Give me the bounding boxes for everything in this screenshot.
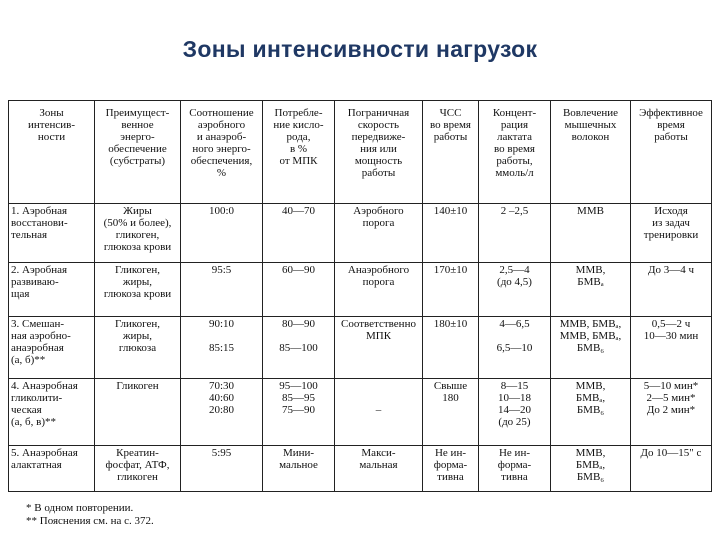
header-text: работы (361, 167, 396, 179)
footnotes (26, 502, 154, 528)
header-text: скорость (357, 119, 400, 131)
cell-text: 0,5—2 ч (651, 318, 691, 330)
header-text: мышечных (564, 119, 617, 131)
header-text: в % (289, 143, 308, 155)
column-header (335, 101, 423, 204)
cell-text: форма- (433, 459, 468, 471)
cell-text: глюкоза крови (103, 288, 172, 300)
cell-text: БМВₐ (577, 276, 604, 288)
table-cell (423, 379, 479, 446)
table-cell (335, 317, 423, 379)
table-cell (479, 317, 551, 379)
cell-text: 20:80 (208, 404, 235, 416)
header-text: аэробного (197, 119, 246, 131)
cell-text: 85—95 (282, 392, 315, 404)
header-text: передвиже- (351, 131, 406, 143)
table-row (9, 317, 712, 379)
table-cell (551, 263, 631, 317)
table-cell (181, 446, 263, 492)
cell-text: (до 4,5) (497, 276, 532, 288)
cell-text: форма- (497, 459, 532, 471)
table-cell (551, 204, 631, 263)
cell-text: Гликоген, (114, 318, 161, 330)
cell-text: Гликоген (116, 380, 159, 392)
cell-text: До 10—15" с (640, 447, 702, 459)
footnote: ** Пояснения см. на с. 372. (26, 515, 154, 527)
header-text: рация (500, 119, 529, 131)
header-text: ности (37, 131, 66, 143)
cell-text: Макси- (361, 447, 396, 459)
cell-text (481, 330, 548, 342)
table-cell (551, 446, 631, 492)
cell-text: Соответственно (341, 318, 416, 330)
cell-text: 85:15 (208, 342, 235, 354)
header-text: интенсив- (28, 119, 75, 131)
table-cell (479, 204, 551, 263)
cell-text: Гликоген, (114, 264, 161, 276)
table-row (9, 263, 712, 317)
table-cell (263, 446, 335, 492)
cell-text: ММВ, (575, 264, 606, 276)
cell-text: 180±10 (433, 318, 468, 330)
header-text: Потребле- (274, 107, 323, 119)
cell-text: (а, б, в)** (11, 416, 56, 428)
cell-text: 10—30 мин (643, 330, 699, 342)
cell-text: развиваю- (11, 276, 59, 288)
cell-text: ММВ, БМВₐ, (559, 318, 622, 330)
header-text: ного энерго- (192, 143, 251, 155)
header-text: от МПК (279, 155, 318, 167)
cell-text: глюкоза крови (103, 241, 172, 253)
cell-text: 170±10 (433, 264, 468, 276)
header-text: работы (433, 131, 468, 143)
cell-text (337, 392, 420, 404)
cell-text: 5—10 мин* (643, 380, 699, 392)
table-cell (631, 263, 712, 317)
header-text: обеспечение (108, 143, 167, 155)
header-text: Преимущест- (105, 107, 170, 119)
cell-text (183, 330, 260, 342)
header-text: ммоль/л (495, 167, 534, 179)
table-cell (95, 379, 181, 446)
cell-text: Свыше (433, 380, 468, 392)
page-title: Зоны интенсивности нагрузок (182, 36, 538, 62)
cell-text: БМВₐ, (575, 459, 606, 471)
cell-text: 180 (442, 392, 459, 404)
cell-text: порога (362, 276, 395, 288)
cell-text: гликоген (117, 471, 158, 483)
cell-text: щая (11, 288, 30, 300)
cell-text: 10—18 (498, 392, 531, 404)
cell-text: гликоген, (115, 229, 160, 241)
table-cell (95, 317, 181, 379)
table-cell (335, 263, 423, 317)
table-cell (181, 317, 263, 379)
table-cell (9, 446, 95, 492)
cell-text: ММВ, БМВₐ, (559, 330, 622, 342)
table-cell (181, 263, 263, 317)
cell-text: 70:30 (208, 380, 235, 392)
cell-text: глюкоза (118, 342, 157, 354)
header-text: венное (121, 119, 154, 131)
column-header (95, 101, 181, 204)
cell-text: 75—90 (282, 404, 315, 416)
header-text: Пограничная (347, 107, 410, 119)
table-cell (551, 379, 631, 446)
table-cell (423, 317, 479, 379)
cell-text: ММВ, (575, 380, 606, 392)
cell-text: 90:10 (208, 318, 235, 330)
cell-text: До 2 мин* (646, 404, 696, 416)
header-text: работы (654, 131, 688, 143)
cell-text: 60—90 (282, 264, 315, 276)
table-cell (181, 204, 263, 263)
header-text: энерго- (120, 131, 155, 143)
table-cell (335, 204, 423, 263)
table-row (9, 446, 712, 492)
header-text: мощность (354, 155, 403, 167)
cell-text: 40—70 (282, 205, 315, 217)
cell-text: тивна (437, 471, 464, 483)
cell-text: 40:60 (208, 392, 235, 404)
footnote: * В одном повторении. (26, 502, 134, 514)
table-cell (631, 446, 712, 492)
table-cell (181, 379, 263, 446)
table-row (9, 204, 712, 263)
header-text: ние кисло- (273, 119, 324, 131)
cell-text: Не ин- (498, 447, 530, 459)
table-cell (9, 263, 95, 317)
cell-text: 5. Анаэробная (11, 447, 78, 459)
cell-text: мальная (359, 459, 398, 471)
cell-text: БМВₐ, (575, 392, 606, 404)
table-cell (263, 379, 335, 446)
cell-text: тивна (501, 471, 528, 483)
table-cell (263, 204, 335, 263)
cell-text: БМВ₆ (576, 404, 605, 416)
cell-text: Жиры (123, 205, 152, 217)
cell-text: ная аэробно- (11, 330, 71, 342)
cell-text: тренировки (643, 229, 699, 241)
cell-text: 3. Смешан- (11, 318, 65, 330)
table-cell (9, 317, 95, 379)
cell-text: 2,5—4 (499, 264, 530, 276)
header-text: ЧСС (439, 107, 462, 119)
column-header (9, 101, 95, 204)
table-cell (263, 263, 335, 317)
column-header (479, 101, 551, 204)
cell-text: 5:95 (211, 447, 232, 459)
cell-text: До 3—4 ч (647, 264, 695, 276)
cell-text: 2—5 мин* (646, 392, 696, 404)
cell-text: (а, б)** (11, 354, 46, 366)
cell-text: жиры, (122, 276, 153, 288)
cell-text (337, 380, 420, 392)
table-cell (551, 317, 631, 379)
header-text: во время (430, 119, 471, 131)
table-cell (95, 446, 181, 492)
table-cell (95, 263, 181, 317)
cell-text: порога (362, 217, 395, 229)
table-cell (423, 204, 479, 263)
table-row (9, 379, 712, 446)
cell-text: 2. Аэробная (11, 264, 68, 276)
cell-text: 4—6,5 (499, 318, 530, 330)
column-header (423, 101, 479, 204)
intensity-zones-table (8, 100, 712, 492)
header-text: время (657, 119, 685, 131)
table-cell (335, 379, 423, 446)
header-text: Вовлечение (562, 107, 619, 119)
header-text: лактата (497, 131, 532, 143)
column-header (263, 101, 335, 204)
cell-text: 85—100 (279, 342, 318, 354)
table-cell (479, 379, 551, 446)
header-text: Концент- (492, 107, 537, 119)
cell-text: 95:5 (211, 264, 232, 276)
table-cell (423, 446, 479, 492)
cell-text: (до 25) (498, 416, 531, 428)
cell-text: ческая (11, 404, 42, 416)
cell-text: 95—100 (279, 380, 318, 392)
cell-text: Анаэробного (347, 264, 410, 276)
cell-text: Мини- (282, 447, 315, 459)
header-text: ния или (360, 143, 397, 155)
cell-text: БМВ₆ (576, 342, 605, 354)
cell-text: ММВ, (575, 447, 606, 459)
table-cell (9, 204, 95, 263)
cell-text: гликолити- (11, 392, 63, 404)
table-cell (263, 317, 335, 379)
cell-text: БМВ₆ (576, 471, 605, 483)
table-cell (631, 204, 712, 263)
table-cell (423, 263, 479, 317)
header-text: (субстраты) (109, 155, 166, 167)
header-text: Соотношение (189, 107, 254, 119)
header-text: Эффективное (639, 107, 703, 119)
cell-text: Исходя (654, 205, 688, 217)
cell-text: 100:0 (208, 205, 235, 217)
header-text: работы, (496, 155, 533, 167)
table-header-row (9, 101, 712, 204)
cell-text: – (375, 404, 382, 416)
column-header (631, 101, 712, 204)
header-text: и анаэроб- (196, 131, 247, 143)
cell-text: (50% и более), (103, 217, 172, 229)
column-header (551, 101, 631, 204)
cell-text: анаэробная (11, 342, 64, 354)
cell-text: 80—90 (282, 318, 315, 330)
cell-text: алактатная (11, 459, 62, 471)
cell-text: 1. Аэробная (11, 205, 68, 217)
cell-text: жиры, (122, 330, 153, 342)
header-text: Зоны (39, 107, 64, 119)
cell-text: 4. Анаэробная (11, 380, 78, 392)
cell-text: 6,5—10 (496, 342, 533, 354)
cell-text: 14—20 (498, 404, 531, 416)
cell-text: Креатин- (116, 447, 159, 459)
cell-text (265, 330, 332, 342)
column-header (181, 101, 263, 204)
header-text: во время (494, 143, 535, 155)
table-cell (631, 317, 712, 379)
cell-text: 2 –2,5 (500, 205, 529, 217)
table-cell (95, 204, 181, 263)
cell-text: Не ин- (434, 447, 466, 459)
cell-text: ММВ (577, 205, 604, 217)
header-text: обеспечения, (190, 155, 253, 167)
table-cell (479, 446, 551, 492)
cell-text: мальное (279, 459, 318, 471)
cell-text: восстанови- (11, 217, 68, 229)
cell-text: фосфат, АТФ, (105, 459, 170, 471)
header-text: % (216, 167, 227, 179)
header-text: рода, (286, 131, 311, 143)
table-cell (631, 379, 712, 446)
cell-text: 8—15 (500, 380, 529, 392)
cell-text: МПК (365, 330, 392, 342)
table-cell (9, 379, 95, 446)
cell-text: из задач (652, 217, 690, 229)
cell-text: Аэробного (353, 205, 404, 217)
header-text: волокон (571, 131, 610, 143)
cell-text: тельная (11, 229, 48, 241)
table-cell (479, 263, 551, 317)
cell-text: 140±10 (433, 205, 468, 217)
table-cell (335, 446, 423, 492)
